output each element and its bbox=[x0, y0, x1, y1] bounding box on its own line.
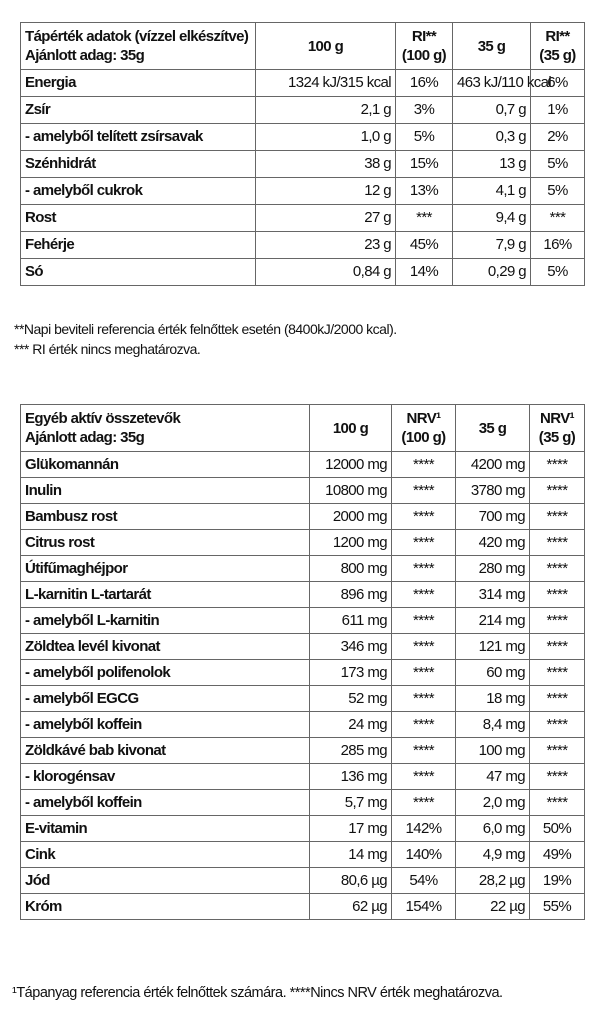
value-35g: 9,4 g bbox=[453, 205, 531, 232]
table-row bbox=[21, 634, 585, 660]
header-100g: 100 g bbox=[310, 405, 392, 452]
value-35g: 420 mg bbox=[456, 530, 530, 556]
value-100g: 0,84 g bbox=[256, 259, 396, 286]
value-100g: 12000 mg bbox=[310, 452, 392, 478]
nrv-35g: 50% bbox=[530, 816, 585, 842]
ingredient-name: Bambusz rost bbox=[21, 504, 310, 530]
header-title-cell bbox=[21, 23, 256, 70]
value-100g: 52 mg bbox=[310, 686, 392, 712]
table-row bbox=[21, 478, 585, 504]
ingredient-name: Citrus rost bbox=[21, 530, 310, 556]
nrv-100g: **** bbox=[392, 556, 456, 582]
value-35g: 100 mg bbox=[456, 738, 530, 764]
ri-35g: 16% bbox=[531, 232, 585, 259]
nrv-35g: **** bbox=[530, 764, 585, 790]
header-serving: Ajánlott adag: 35g bbox=[25, 429, 145, 446]
ingredient-name: L-karnitin L-tartarát bbox=[21, 582, 310, 608]
ingredient-name: E-vitamin bbox=[21, 816, 310, 842]
value-35g: 28,2 µg bbox=[456, 868, 530, 894]
ri-35g: 2% bbox=[531, 124, 585, 151]
table-row bbox=[21, 124, 585, 151]
header-title-cell bbox=[21, 405, 310, 452]
nutrient-name: Fehérje bbox=[21, 232, 256, 259]
value-35g: 18 mg bbox=[456, 686, 530, 712]
value-100g: 346 mg bbox=[310, 634, 392, 660]
ingredient-name: Cink bbox=[21, 842, 310, 868]
value-100g: 800 mg bbox=[310, 556, 392, 582]
ri-100g: 16% bbox=[396, 70, 453, 97]
value-35g: 4,9 mg bbox=[456, 842, 530, 868]
table-row bbox=[21, 582, 585, 608]
value-100g: 23 g bbox=[256, 232, 396, 259]
value-35g: 700 mg bbox=[456, 504, 530, 530]
value-35g: 280 mg bbox=[456, 556, 530, 582]
nrv-100g: **** bbox=[392, 452, 456, 478]
value-100g: 14 mg bbox=[310, 842, 392, 868]
value-35g: 7,9 g bbox=[453, 232, 531, 259]
header-100g: 100 g bbox=[256, 23, 396, 70]
value-35g: 4,1 g bbox=[453, 178, 531, 205]
ri-100g: 15% bbox=[396, 151, 453, 178]
nutrient-name: - amelyből cukrok bbox=[21, 178, 256, 205]
value-35g: 314 mg bbox=[456, 582, 530, 608]
header-nrv-label: NRV¹ bbox=[406, 410, 441, 427]
table-row bbox=[21, 530, 585, 556]
table-row bbox=[21, 790, 585, 816]
header-ri-unit: (100 g) bbox=[401, 47, 447, 64]
nutrient-name: Zsír bbox=[21, 97, 256, 124]
table-row bbox=[21, 608, 585, 634]
header-nrv-unit: (35 g) bbox=[538, 429, 576, 446]
header-nrv-35g bbox=[530, 405, 585, 452]
nrv-100g: **** bbox=[392, 764, 456, 790]
value-100g: 10800 mg bbox=[310, 478, 392, 504]
value-100g: 611 mg bbox=[310, 608, 392, 634]
header-ri-100g bbox=[396, 23, 453, 70]
nrv-35g: **** bbox=[530, 530, 585, 556]
value-100g: 1324 kJ/315 kcal bbox=[256, 70, 396, 97]
value-35g: 463 kJ/110 kcal bbox=[453, 70, 531, 97]
ingredient-name: Jód bbox=[21, 868, 310, 894]
ri-35g: *** bbox=[531, 205, 585, 232]
nrv-100g: **** bbox=[392, 686, 456, 712]
nutrient-name: Só bbox=[21, 259, 256, 286]
header-ri-unit: (35 g) bbox=[539, 47, 576, 64]
value-35g: 0,7 g bbox=[453, 97, 531, 124]
nrv-100g: **** bbox=[392, 790, 456, 816]
table-row bbox=[21, 97, 585, 124]
nrv-35g: 49% bbox=[530, 842, 585, 868]
value-35g: 13 g bbox=[453, 151, 531, 178]
value-100g: 27 g bbox=[256, 205, 396, 232]
active-ingredients-table bbox=[20, 404, 585, 920]
table-row bbox=[21, 894, 585, 920]
ri-35g: 5% bbox=[531, 259, 585, 286]
nrv-35g: **** bbox=[530, 504, 585, 530]
nrv-35g: 19% bbox=[530, 868, 585, 894]
header-ri-label: RI** bbox=[545, 28, 570, 45]
ri-100g: 45% bbox=[396, 232, 453, 259]
value-100g: 24 mg bbox=[310, 712, 392, 738]
table-row bbox=[21, 660, 585, 686]
ingredient-name: Króm bbox=[21, 894, 310, 920]
table-row bbox=[21, 151, 585, 178]
nrv-35g: **** bbox=[530, 686, 585, 712]
ri-35g: 5% bbox=[531, 178, 585, 205]
nrv-100g: **** bbox=[392, 582, 456, 608]
header-title: Tápérték adatok (vízzel elkészítve) bbox=[25, 28, 249, 45]
header-35g: 35 g bbox=[456, 405, 530, 452]
value-35g: 6,0 mg bbox=[456, 816, 530, 842]
header-ri-35g bbox=[531, 23, 585, 70]
ingredient-name: Zöldkávé bab kivonat bbox=[21, 738, 310, 764]
ingredient-name: Glükomannán bbox=[21, 452, 310, 478]
table-row bbox=[21, 205, 585, 232]
value-100g: 2,1 g bbox=[256, 97, 396, 124]
nrv-100g: **** bbox=[392, 478, 456, 504]
header-serving: Ajánlott adag: 35g bbox=[25, 47, 145, 64]
table-row bbox=[21, 686, 585, 712]
active-ingredients-header bbox=[21, 405, 585, 452]
active-ingredients-body bbox=[21, 452, 585, 920]
nrv-35g: **** bbox=[530, 738, 585, 764]
ri-100g: 13% bbox=[396, 178, 453, 205]
ri-35g: 6% bbox=[531, 70, 585, 97]
nrv-100g: **** bbox=[392, 504, 456, 530]
nutrient-name: - amelyből telített zsírsavak bbox=[21, 124, 256, 151]
table-row bbox=[21, 259, 585, 286]
ri-100g: 14% bbox=[396, 259, 453, 286]
nrv-35g: **** bbox=[530, 452, 585, 478]
nrv-100g: **** bbox=[392, 660, 456, 686]
value-100g: 1200 mg bbox=[310, 530, 392, 556]
value-100g: 62 µg bbox=[310, 894, 392, 920]
header-nrv-unit: (100 g) bbox=[401, 429, 446, 446]
table-row bbox=[21, 452, 585, 478]
nutrient-name: Energia bbox=[21, 70, 256, 97]
ingredient-name: Inulin bbox=[21, 478, 310, 504]
table-row bbox=[21, 816, 585, 842]
ri-100g: *** bbox=[396, 205, 453, 232]
nrv-100g: **** bbox=[392, 530, 456, 556]
nrv-100g: **** bbox=[392, 738, 456, 764]
nutrient-name: Szénhidrát bbox=[21, 151, 256, 178]
ingredient-name: - amelyből koffein bbox=[21, 712, 310, 738]
ri-35g: 5% bbox=[531, 151, 585, 178]
ri-missing-footnote: *** RI érték nincs meghatározva. bbox=[14, 341, 201, 357]
nrv-100g: **** bbox=[392, 712, 456, 738]
table-row bbox=[21, 712, 585, 738]
nutrition-table-header bbox=[21, 23, 585, 70]
nrv-100g: 54% bbox=[392, 868, 456, 894]
header-ri-label: RI** bbox=[411, 28, 437, 45]
table-row bbox=[21, 842, 585, 868]
value-100g: 17 mg bbox=[310, 816, 392, 842]
value-35g: 214 mg bbox=[456, 608, 530, 634]
nrv-35g: **** bbox=[530, 556, 585, 582]
value-100g: 1,0 g bbox=[256, 124, 396, 151]
value-35g: 8,4 mg bbox=[456, 712, 530, 738]
ingredient-name: Útifűmaghéjpor bbox=[21, 556, 310, 582]
value-100g: 2000 mg bbox=[310, 504, 392, 530]
table-row bbox=[21, 738, 585, 764]
ingredient-name: - amelyből EGCG bbox=[21, 686, 310, 712]
value-35g: 47 mg bbox=[456, 764, 530, 790]
nrv-100g: **** bbox=[392, 634, 456, 660]
nrv-35g: **** bbox=[530, 608, 585, 634]
value-35g: 0,3 g bbox=[453, 124, 531, 151]
nrv-100g: **** bbox=[392, 608, 456, 634]
table-row bbox=[21, 556, 585, 582]
table-row bbox=[21, 504, 585, 530]
nutrient-name: Rost bbox=[21, 205, 256, 232]
nrv-35g: **** bbox=[530, 712, 585, 738]
value-100g: 80,6 µg bbox=[310, 868, 392, 894]
table-row bbox=[21, 232, 585, 259]
nrv-100g: 142% bbox=[392, 816, 456, 842]
table-row bbox=[21, 178, 585, 205]
nrv-35g: **** bbox=[530, 582, 585, 608]
value-100g: 285 mg bbox=[310, 738, 392, 764]
value-35g: 60 mg bbox=[456, 660, 530, 686]
value-100g: 5,7 mg bbox=[310, 790, 392, 816]
nutrition-table-body bbox=[21, 70, 585, 286]
header-35g: 35 g bbox=[453, 23, 531, 70]
nrv-35g: **** bbox=[530, 634, 585, 660]
ingredient-name: Zöldtea levél kivonat bbox=[21, 634, 310, 660]
ingredient-name: - amelyből polifenolok bbox=[21, 660, 310, 686]
header-nrv-100g bbox=[392, 405, 456, 452]
value-35g: 0,29 g bbox=[453, 259, 531, 286]
table-row bbox=[21, 868, 585, 894]
nrv-35g: 55% bbox=[530, 894, 585, 920]
value-100g: 136 mg bbox=[310, 764, 392, 790]
table-row bbox=[21, 70, 585, 97]
ri-100g: 3% bbox=[396, 97, 453, 124]
ri-35g: 1% bbox=[531, 97, 585, 124]
ri-footnote: **Napi beviteli referencia érték felnőttek esetén (8400kJ/2000 kcal). bbox=[14, 321, 397, 337]
value-100g: 173 mg bbox=[310, 660, 392, 686]
value-35g: 2,0 mg bbox=[456, 790, 530, 816]
value-35g: 22 µg bbox=[456, 894, 530, 920]
nrv-35g: **** bbox=[530, 790, 585, 816]
header-title: Egyéb aktív összetevők bbox=[25, 410, 181, 427]
value-35g: 4200 mg bbox=[456, 452, 530, 478]
ri-100g: 5% bbox=[396, 124, 453, 151]
ingredient-name: - amelyből L-karnitin bbox=[21, 608, 310, 634]
value-100g: 896 mg bbox=[310, 582, 392, 608]
nrv-35g: **** bbox=[530, 478, 585, 504]
value-100g: 12 g bbox=[256, 178, 396, 205]
nrv-35g: **** bbox=[530, 660, 585, 686]
table-row bbox=[21, 764, 585, 790]
ingredient-name: - amelyből koffein bbox=[21, 790, 310, 816]
value-100g: 38 g bbox=[256, 151, 396, 178]
ingredient-name: - klorogénsav bbox=[21, 764, 310, 790]
nrv-100g: 140% bbox=[392, 842, 456, 868]
nrv-footnote: ¹Tápanyag referencia érték felnőttek számára. ****Nincs NRV érték meghatározva. bbox=[12, 985, 503, 1001]
nutrition-table bbox=[20, 22, 585, 286]
nrv-100g: 154% bbox=[392, 894, 456, 920]
header-nrv-label: NRV¹ bbox=[540, 410, 574, 427]
value-35g: 121 mg bbox=[456, 634, 530, 660]
value-35g: 3780 mg bbox=[456, 478, 530, 504]
